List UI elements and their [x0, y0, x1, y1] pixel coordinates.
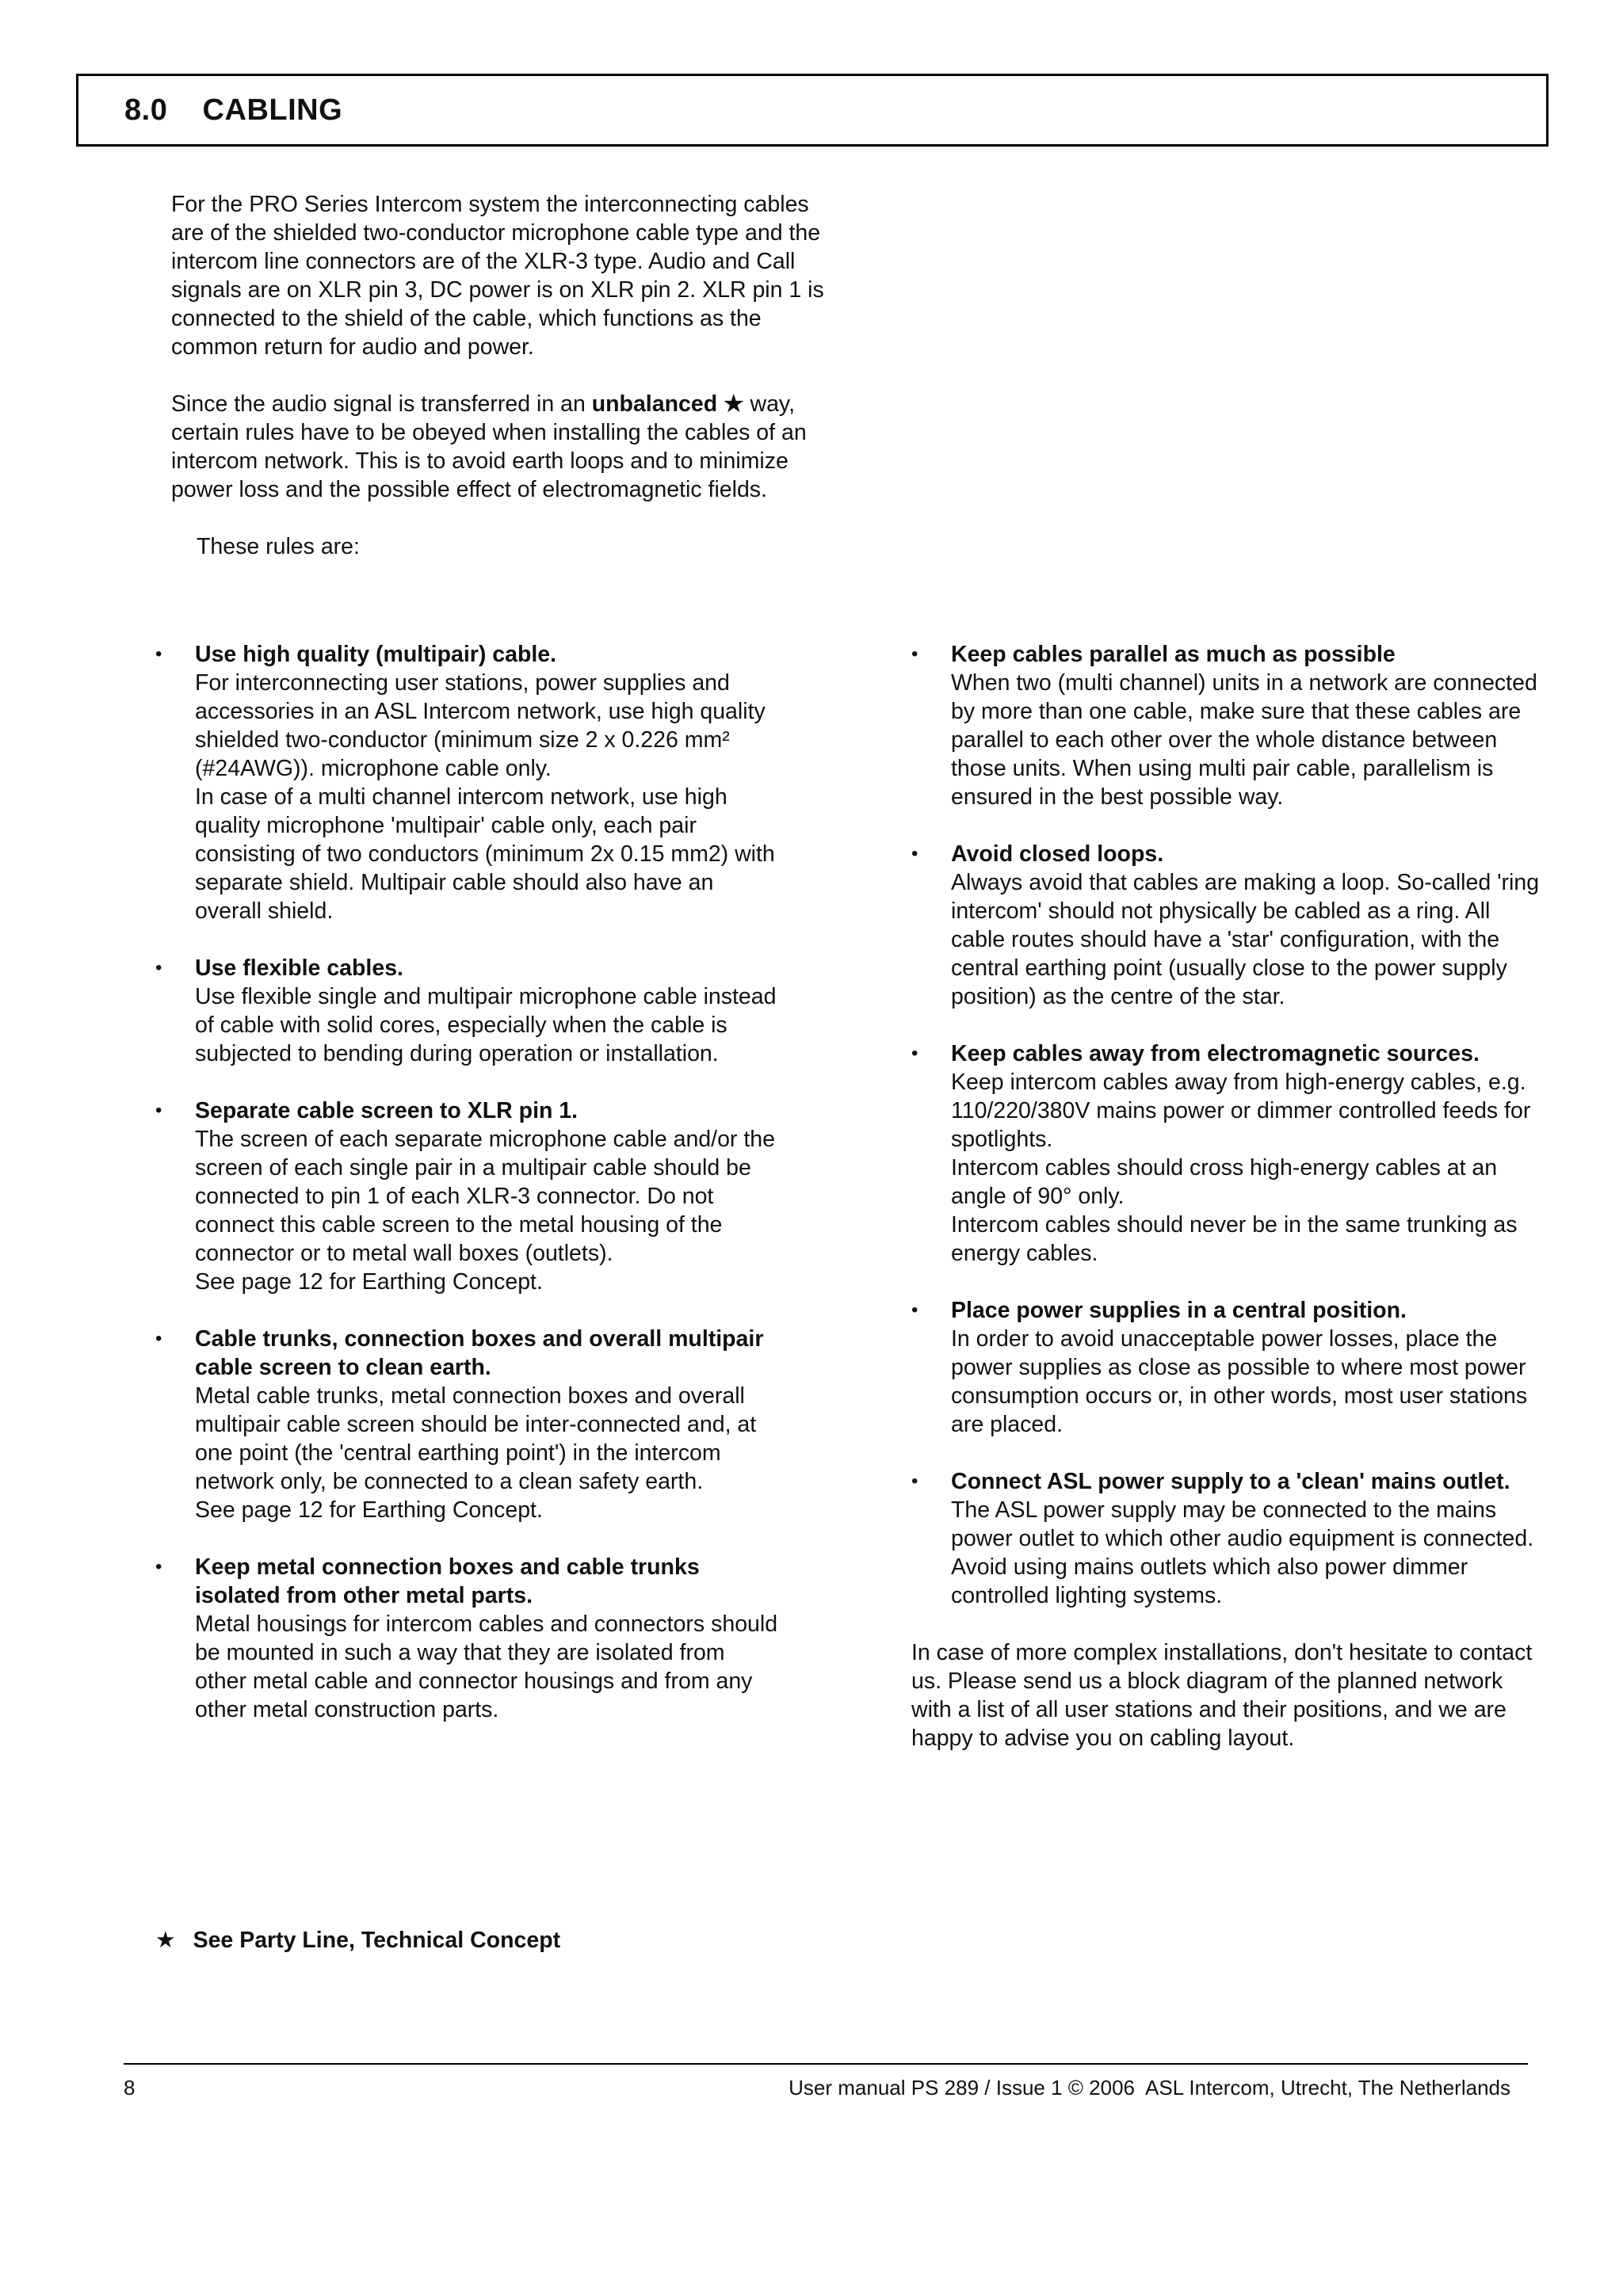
rule-body: Keep intercom cables away from high-energy cables, e.g. 110/220/380V mains power or dimmer controlled feeds for spotlights.: [951, 1070, 1531, 1152]
unbalanced-term: unbalanced: [591, 391, 718, 417]
rule-body-2: See page 12 for Earthing Concept.: [195, 1497, 543, 1523]
footer-divider: [124, 2063, 1528, 2065]
rule-title: Keep metal connection boxes and cable trunks isolated from other metal parts.: [195, 1554, 700, 1608]
rule-item: [155, 1325, 781, 1524]
star-icon: ★: [155, 1928, 176, 1953]
rule-body: The ASL power supply may be connected to the mains power outlet to which other audio equipment is connected. Avoid using mains outlets which also power dimmer controlled lighting systems.: [951, 1497, 1534, 1608]
intro-paragraph-1: For the PRO Series Intercom system the interconnecting cables are of the shielded two-conductor microphone cable type and the intercom line connectors are of the XLR-3 type. Audio and Call signals are on XLR pin 3, DC power is on XLR pin 2. XLR pin 1 is connected to the shield of the cable, which functions as the common return for audio and power.: [171, 192, 824, 360]
rule-title: Keep cables away from electromagnetic sources.: [951, 1041, 1480, 1066]
intro-text: [171, 190, 829, 589]
bullet-icon: •: [911, 1470, 918, 1492]
rule-body: Metal housings for intercom cables and connectors should be mounted in such a way that they are isolated from other metal cable and connector housings and from any other metal construction parts.: [195, 1611, 778, 1722]
rule-body-2: In case of a multi channel intercom network, use high quality microphone 'multipair' cable only, each pair consisting of two conductors (minimum 2x 0.15 mm2) with separate shield. Multipair cable should also have an overall shield.: [195, 784, 775, 924]
rules-label: These rules are:: [197, 534, 360, 559]
rule-body: In order to avoid unacceptable power losses, place the power supplies as close as possible to where most power consumption occurs or, in other words, most user stations are placed.: [951, 1326, 1528, 1437]
rule-body: The screen of each separate microphone cable and/or the screen of each single pair in a multipair cable should be connected to pin 1 of each XLR-3 connector. Do not connect this cable screen to the metal housing of the connector or to metal wall boxes (outlets).: [195, 1127, 775, 1266]
rule-item: [155, 1553, 781, 1724]
bullet-icon: •: [911, 1043, 918, 1064]
rule-body: Always avoid that cables are making a loop. So-called 'ring intercom' should not physically be cabled as a ring. All cable routes should have a 'star' configuration, with the central earthing point (usually close to the power supply position) as the centre of the star.: [951, 870, 1540, 1009]
bullet-icon: •: [155, 1556, 162, 1577]
rule-body-2: Intercom cables should cross high-energy cables at an angle of 90° only.: [951, 1155, 1498, 1209]
rule-title: Use flexible cables.: [195, 955, 403, 981]
rule-title: Connect ASL power supply to a 'clean' mains outlet.: [951, 1469, 1510, 1494]
bullet-icon: •: [911, 643, 918, 665]
rules-right-column: [911, 640, 1545, 1753]
footer-text: User manual PS 289 / Issue 1 © 2006 ASL Intercom, Utrecht, The Netherlands: [789, 2076, 1510, 2100]
bullet-icon: •: [155, 1328, 162, 1349]
intro-p2-before: Since the audio signal is transferred in an: [171, 391, 592, 417]
rule-body-2: See page 12 for Earthing Concept.: [195, 1269, 543, 1295]
footnote: [155, 1927, 560, 1954]
page-number: 8: [124, 2076, 136, 2100]
rule-title: Avoid closed loops.: [951, 841, 1164, 867]
rule-body: When two (multi channel) units in a network are connected by more than one cable, make sure that these cables are parallel to each other over the whole distance between those units. When using multi pair cable, parallelism is ensured in the best possible way.: [951, 670, 1537, 810]
section-header: [76, 74, 1549, 147]
bullet-icon: •: [155, 957, 162, 978]
rule-item: [911, 1296, 1545, 1439]
rule-body: Metal cable trunks, metal connection boxes and overall multipair cable screen should be inter-connected and, at one point (the 'central earthing point') in the intercom network only, be connected to a clean safety earth.: [195, 1383, 757, 1494]
rule-body-3: Intercom cables should never be in the same trunking as energy cables.: [951, 1212, 1518, 1266]
bullet-icon: •: [155, 1100, 162, 1121]
rule-item: [911, 1467, 1545, 1610]
rule-title: Cable trunks, connection boxes and overall multipair cable screen to clean earth.: [195, 1326, 764, 1380]
rule-item: [155, 1097, 781, 1296]
bullet-icon: •: [911, 1299, 918, 1321]
intro-p2-after: way, certain rules have to be obeyed when installing the cables of an intercom network. This is to avoid earth loops and to minimize power loss and the possible effect of electromagnetic fields.: [171, 391, 807, 502]
rule-item: [155, 954, 781, 1068]
rule-title: Place power supplies in a central position.: [951, 1298, 1407, 1323]
footnote-text: See Party Line, Technical Concept: [193, 1928, 561, 1953]
intro-paragraph-2: [171, 390, 829, 504]
rule-item: [911, 1039, 1545, 1268]
bullet-icon: •: [155, 643, 162, 665]
star-icon: ★: [717, 391, 744, 417]
rule-title: Keep cables parallel as much as possible: [951, 642, 1396, 667]
rule-title: Separate cable screen to XLR pin 1.: [195, 1098, 579, 1123]
rules-left-column: [155, 640, 781, 1753]
rule-body: For interconnecting user stations, power supplies and accessories in an ASL Intercom network, use high quality shielded two-conductor (minimum size 2 x 0.226 mm² (#24AWG)). microphone cable only.: [195, 670, 766, 781]
bullet-icon: •: [911, 843, 918, 864]
rule-body: Use flexible single and multipair microphone cable instead of cable with solid cores, especially when the cable is subjected to bending during operation or installation.: [195, 984, 777, 1066]
closing-paragraph: In case of more complex installations, don't hesitate to contact us. Please send us a block diagram of the planned network with a list of all user stations and their positions, and we are happy to advise you on cabling layout.: [911, 1640, 1533, 1751]
rule-item: [155, 640, 781, 925]
rule-title: Use high quality (multipair) cable.: [195, 642, 557, 667]
rule-item: [911, 640, 1545, 811]
rule-item: [911, 840, 1545, 1011]
section-title: 8.0 CABLING: [124, 93, 343, 127]
